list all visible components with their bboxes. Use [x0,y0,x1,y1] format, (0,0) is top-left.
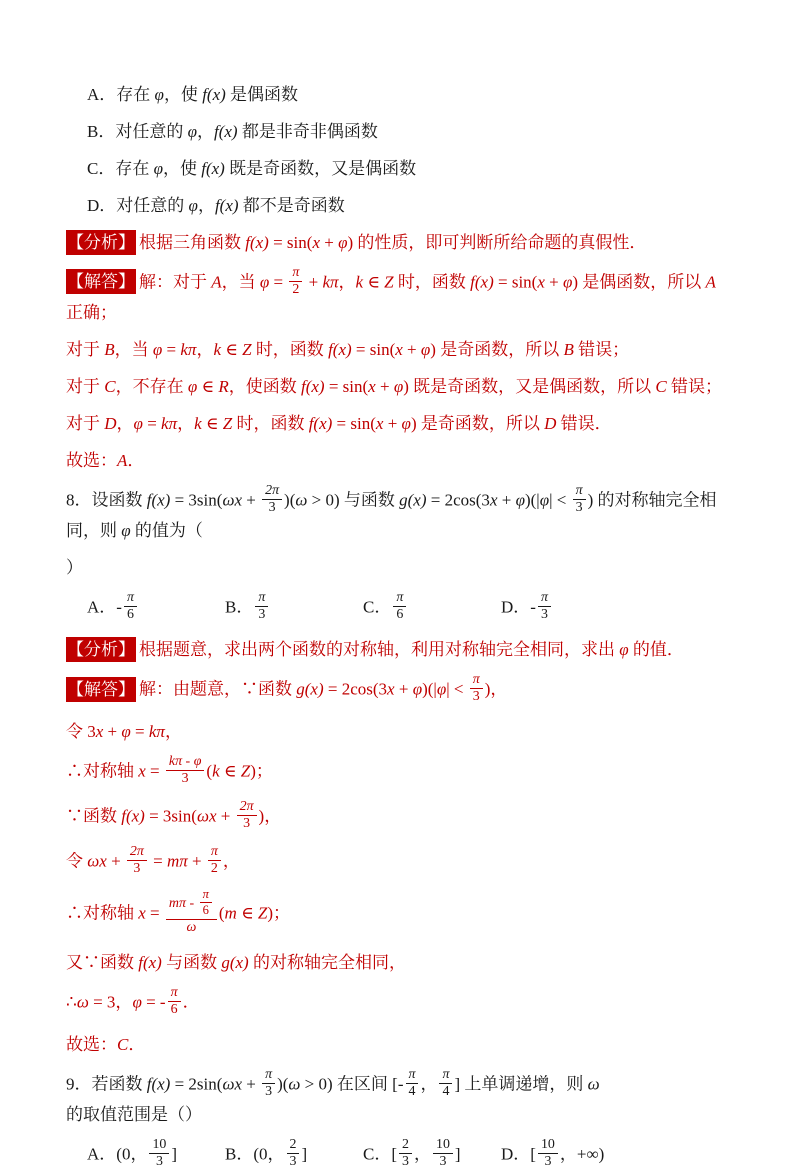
fraction: $\frac{\pi}{3}$ [262,1067,275,1100]
fraction: $\frac{\pi}{4}$ [439,1067,452,1100]
fraction: $\frac{\pi}{6}$ [200,887,212,917]
solution-q8-8: ∴ω = 3，φ = - $\frac{\pi}{6}$ ． [66,985,200,1018]
solution-q7-b: 对于 B，当 φ = kπ，k ∈ Z 时，函数 f(x) = sin(x + φ) 是奇函数，所以 B 错误； [66,340,630,360]
solution-q7-a: 【解答】 解：对于 A，当 φ = $\frac{\pi}{2}$ + kπ，k ∈ Z 时，函数 f(x) = sin(x + φ) 是偶函数，所以 A 正确； [66,265,721,323]
solution-q8-3: ∴对称轴 x = $\frac{k\pi - \varphi}{3}$ (k ∈ Z)； [66,754,273,787]
option-cell: A．- $\frac{\pi}{6}$ [87,592,225,625]
fraction: $\frac{2}{3}$ [399,1137,412,1170]
section-label: 【解答】 [66,269,136,294]
fraction: $\frac{2\pi}{3}$ [262,483,282,516]
question-8-stem-close: ） [66,558,83,578]
fraction: $\frac{\pi}{2}$ [289,265,302,298]
fraction: $\frac{2}{3}$ [287,1137,300,1170]
solution-q7-c: 对于 C，不存在 φ ∈ R，使函数 f(x) = sin(x + φ) 既是奇函数，又是偶函数，所以 C 错误； [66,377,722,397]
fraction: $\frac{\pi}{4}$ [406,1067,419,1100]
option-cell: B．(0， $\frac{2}{3}$ ] [225,1137,308,1170]
fraction: $\frac{2\pi}{3}$ [237,799,257,832]
solution-q8-1: 【解答】 解：由题意，∵函数 g(x) = 2cos(3x + φ)(|φ| < $\frac{\pi}{3}$ )， [67,672,508,705]
fraction: $\frac{\pi}{3}$ [470,672,483,705]
answer-q8: 故选：C． [66,1035,146,1055]
section-label: 【分析】 [66,637,136,662]
answer-q7: 故选：A． [66,451,145,471]
fraction: $\frac{\pi}{3}$ [573,483,586,516]
question-9-options [66,1139,734,1172]
option-b: B．对任意的 φ，f(x) 都是非奇非偶函数 [87,122,378,141]
option-d: D．对任意的 φ，f(x) 都不是奇函数 [87,196,345,215]
fraction: $\frac{\pi}{6}$ [168,985,181,1018]
question-8-options [66,592,734,625]
option-cell: C．[ $\frac{2}{3}$ ， $\frac{10}{3}$ ] [363,1137,461,1170]
section-label: 【解答】 [66,677,136,702]
option-cell: B． $\frac{\pi}{3}$ [225,592,363,625]
section-label: 【分析】 [66,230,136,255]
fraction: $\frac{\pi}{2}$ [208,844,221,877]
analysis-q7: 【分析】 根据三角函数 f(x) = sin(x + φ) 的性质，即可判断所给命题的真假性． [66,230,734,255]
fraction: $\frac{\pi}{6}$ [124,590,137,623]
fraction: $\frac{k\pi - \varphi}{3}$ [166,754,205,787]
question-8-stem: 8．设函数 f(x) = 3sin(ωx + $\frac{2\pi}{3}$ )(ω > 0) 与函数 g(x) = 2cos(3x + φ)(|φ| < $\frac{\pi}{3}$ ) 的对称轴完全相同，则 φ 的值为（ [66,483,717,541]
fraction: $\frac{\pi}{3}$ [255,590,268,623]
fraction: mπ - $\frac{\pi}{6}$ ω [166,889,217,936]
fraction: $\frac{\pi}{3}$ [538,590,551,623]
fraction: $\frac{2\pi}{3}$ [127,844,147,877]
solution-q8-2: 令 3x + φ = kπ， [66,722,182,742]
question-9-stem: 9．若函数 f(x) = 2sin(ωx + $\frac{\pi}{3}$ )(ω > 0) 在区间 [- $\frac{\pi}{4}$ ， $\frac{\pi}{4}$ ] 上单调递增，则 ω 的取值范围是（） [66,1067,604,1125]
document-content [66,82,734,1172]
analysis-q8: 【分析】 根据题意，求出两个函数的对称轴，利用对称轴完全相同，求出 φ 的值． [66,637,734,662]
option-cell: D．- $\frac{\pi}{3}$ [501,592,553,625]
solution-q8-7: 又∵函数 f(x) 与函数 g(x) 的对称轴完全相同， [66,953,406,973]
fraction: $\frac{10}{3}$ [538,1137,558,1170]
fraction: $\frac{10}{3}$ [149,1137,169,1170]
option-cell: D．[ $\frac{10}{3}$ ，+∞) [501,1137,605,1170]
option-cell: A．(0， $\frac{10}{3}$ ] [87,1137,178,1170]
solution-q8-5: 令 ωx + $\frac{2\pi}{3}$ = mπ + $\frac{\pi}{2}$ ， [66,844,240,877]
option-cell: C． $\frac{\pi}{6}$ [363,592,501,625]
fraction: $\frac{10}{3}$ [433,1137,453,1170]
fraction: $\frac{\pi}{6}$ [393,590,406,623]
solution-q8-4: ∵函数 f(x) = 3sin(ωx + $\frac{2\pi}{3}$ )， [66,799,282,832]
option-a: A．存在 φ，使 f(x) 是偶函数 [87,85,299,104]
option-c: C．存在 φ，使 f(x) 既是奇函数，又是偶函数 [87,159,417,178]
solution-q8-6: ∴对称轴 x = mπ - $\frac{\pi}{6}$ ω (m ∈ Z)； [66,887,291,936]
solution-q7-d: 对于 D，φ = kπ，k ∈ Z 时，函数 f(x) = sin(x + φ) 是奇函数，所以 D 错误． [66,414,612,434]
